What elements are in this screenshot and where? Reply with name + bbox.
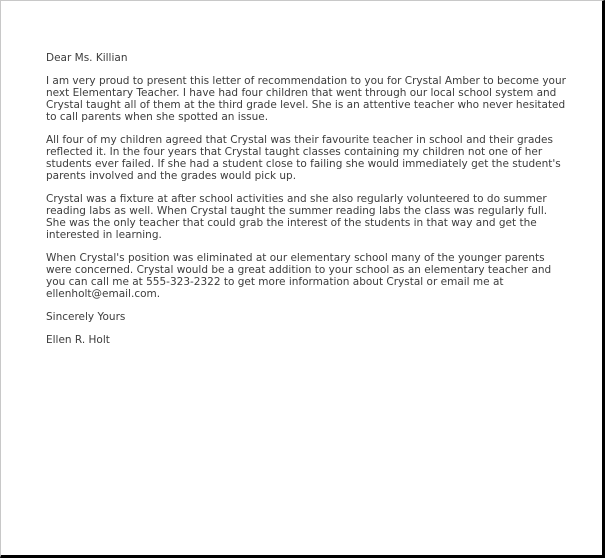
letter-body bbox=[46, 52, 566, 357]
paragraph-intro: I am very proud to present this letter of recommendation to you for Crystal Amber to become your next Elementary Teacher. I have had four children that went through our local school system and Crystal taught all of them at the third grade level. She is an attentive teacher who never hesitated to call parents when she spotted an issue. bbox=[46, 75, 566, 123]
salutation: Dear Ms. Killian bbox=[46, 52, 128, 64]
paragraph-contact: When Crystal's position was eliminated at our elementary school many of the younger parents were concerned. Crystal would be a great addition to your school as an elementary teacher and you can call me at 555-323-2322 to get more information about Crystal or email me at ellenholt@email.com. bbox=[46, 252, 552, 300]
signature-name: Ellen R. Holt bbox=[46, 334, 110, 346]
paragraph-activities: Crystal was a fixture at after school activities and she also regularly volunteered to do summer reading labs as well. When Crystal taught the summer reading labs the class was regularly full. She was the only teacher that could grab the interest of the students in that way and get the interested in learning. bbox=[46, 193, 548, 241]
closing: Sincerely Yours bbox=[46, 311, 126, 323]
paragraph-favourite-teacher: All four of my children agreed that Crystal was their favourite teacher in school and their grades reflected it. In the four years that Crystal taught classes containing my children not one of her students ever failed. If she had a student close to failing she would immediately get the student's parents involved and the grades would pick up. bbox=[46, 134, 561, 182]
